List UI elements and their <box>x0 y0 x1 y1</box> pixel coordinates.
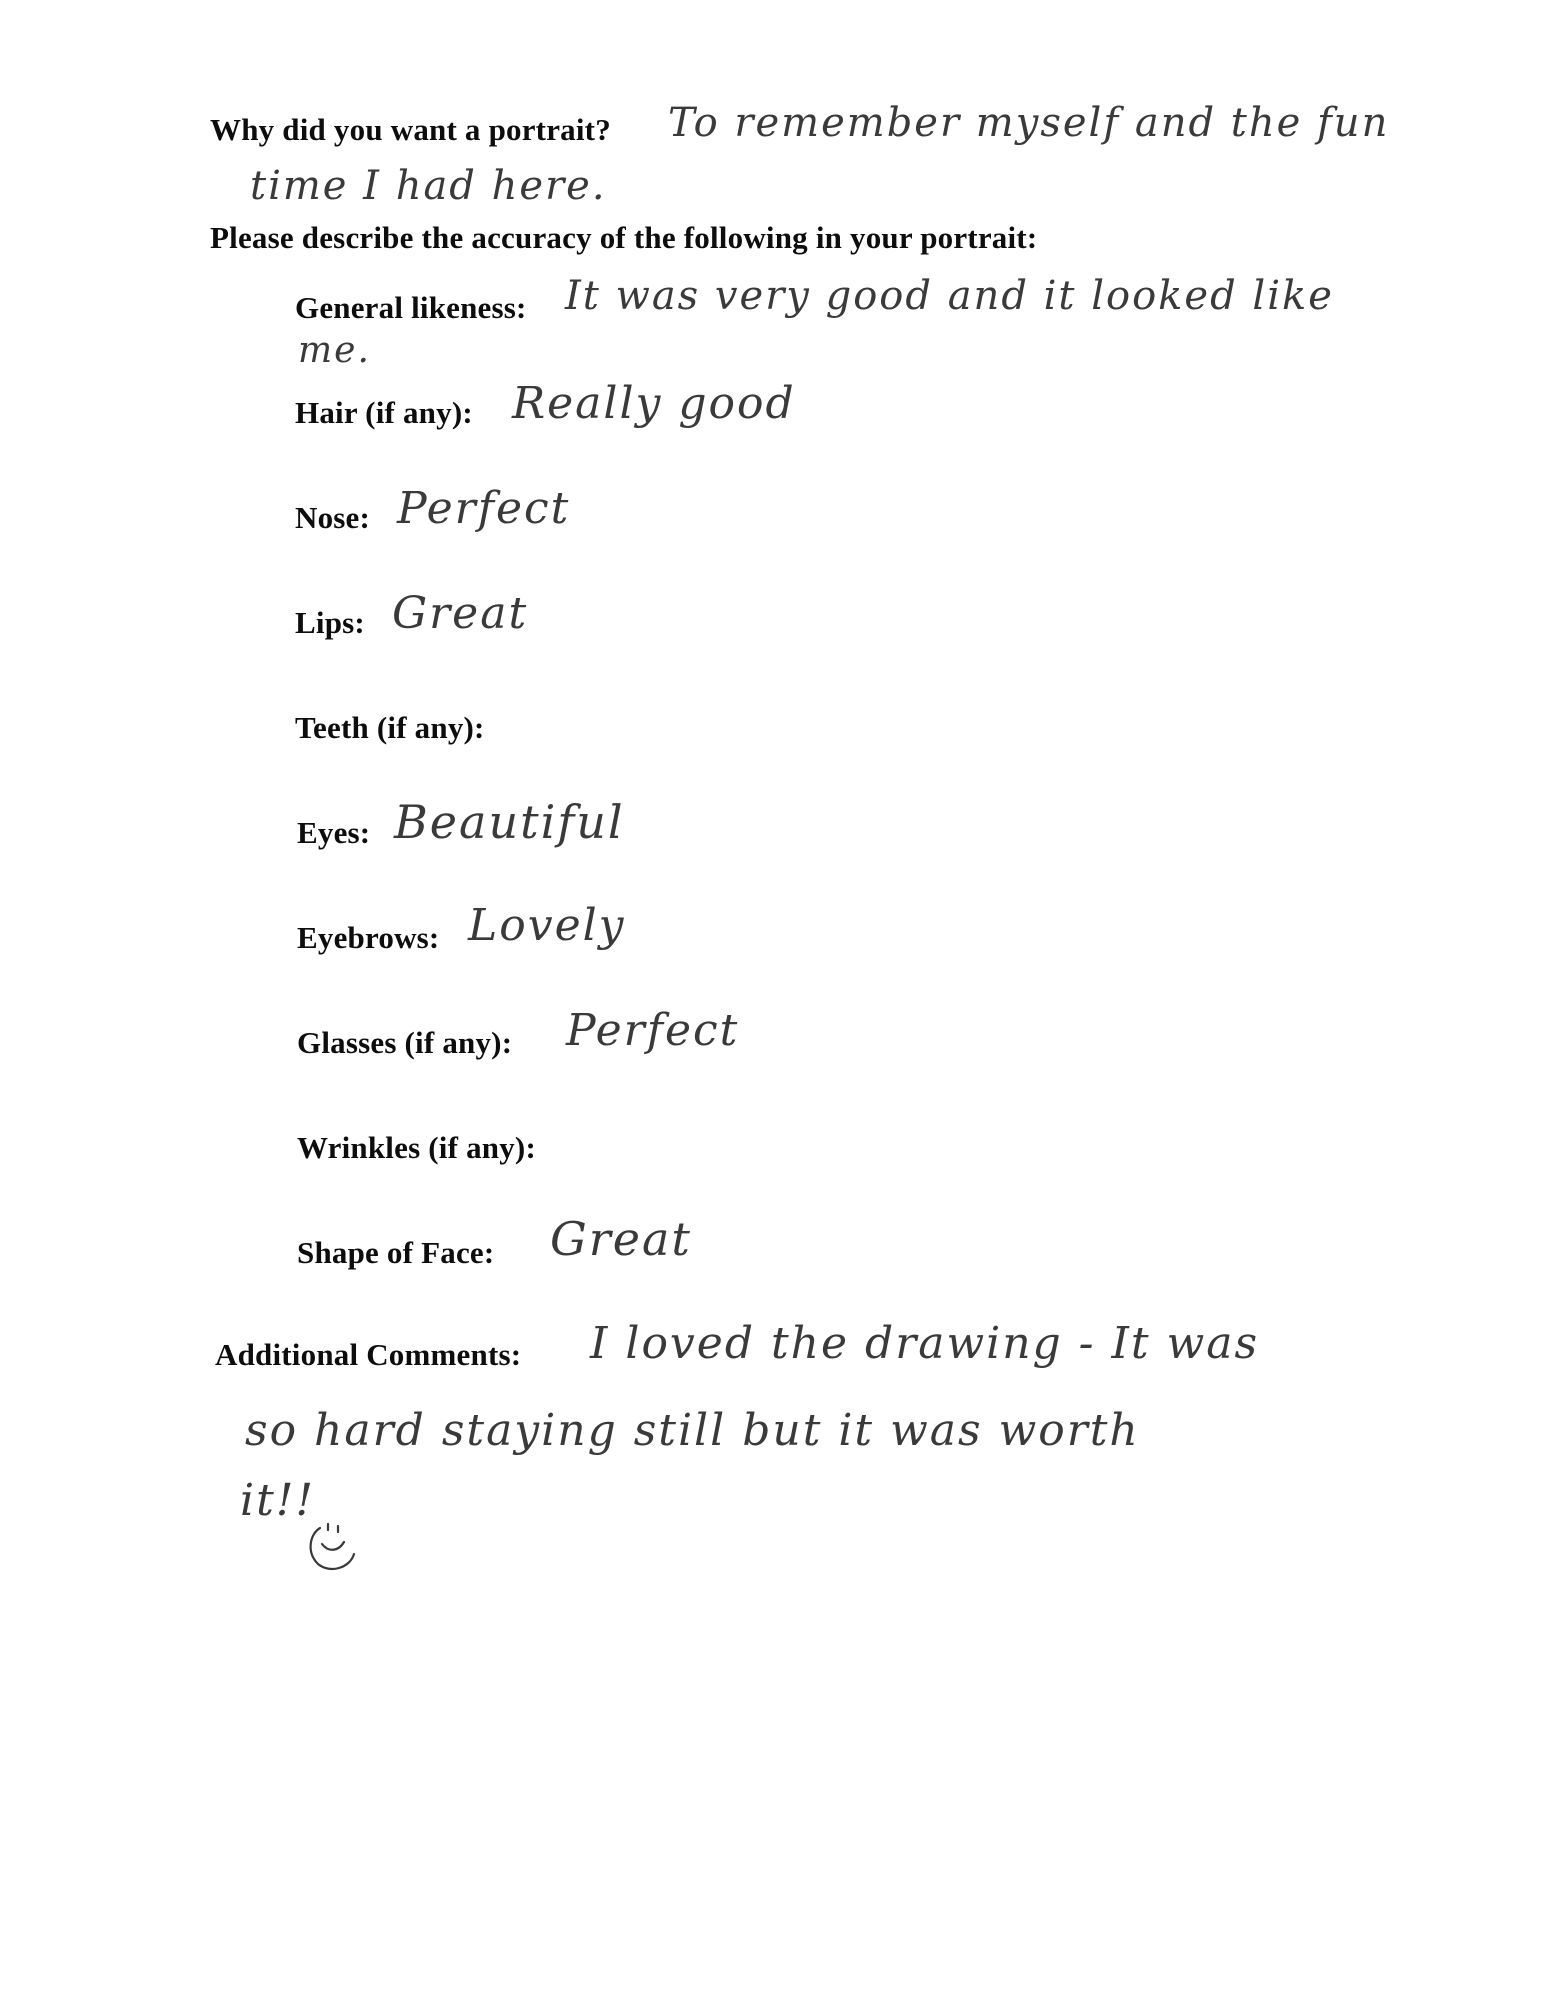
why-portrait-answer-line1: To remember myself and the fun <box>668 100 1390 146</box>
lips-label: Lips: <box>295 605 365 640</box>
glasses-answer: Perfect <box>566 1005 740 1056</box>
eyes-answer: Beautiful <box>394 795 625 849</box>
shape-of-face-label: Shape of Face: <box>297 1235 495 1270</box>
eyebrows-answer: Lovely <box>468 900 626 951</box>
additional-comments-label: Additional Comments: <box>215 1337 522 1372</box>
additional-comments-line2: so hard staying still but it was worth <box>245 1405 1140 1456</box>
smiley-face-icon <box>298 1510 368 1580</box>
lips-answer: Great <box>392 588 529 639</box>
eyes-label: Eyes: <box>297 815 371 850</box>
why-portrait-label: Why did you want a portrait? <box>210 112 611 147</box>
shape-of-face-answer: Great <box>550 1212 692 1266</box>
wrinkles-label: Wrinkles (if any): <box>297 1130 536 1165</box>
general-likeness-answer: It was very good and it looked like <box>565 273 1334 319</box>
eyebrows-label: Eyebrows: <box>297 920 440 955</box>
glasses-label: Glasses (if any): <box>297 1025 513 1060</box>
nose-label: Nose: <box>295 500 371 535</box>
why-portrait-answer-line2: time I had here. <box>250 163 607 209</box>
hair-answer: Really good <box>512 378 796 429</box>
general-likeness-answer-cont: me. <box>298 330 371 371</box>
nose-answer: Perfect <box>397 483 571 534</box>
describe-heading: Please describe the accuracy of the following in your portrait: <box>210 220 1038 255</box>
additional-comments-line1: I loved the drawing - It was <box>590 1318 1260 1369</box>
hair-label: Hair (if any): <box>295 395 473 430</box>
general-likeness-label: General likeness: <box>295 290 527 325</box>
additional-comments-line3: it!! <box>240 1475 316 1526</box>
teeth-label: Teeth (if any): <box>295 710 485 745</box>
